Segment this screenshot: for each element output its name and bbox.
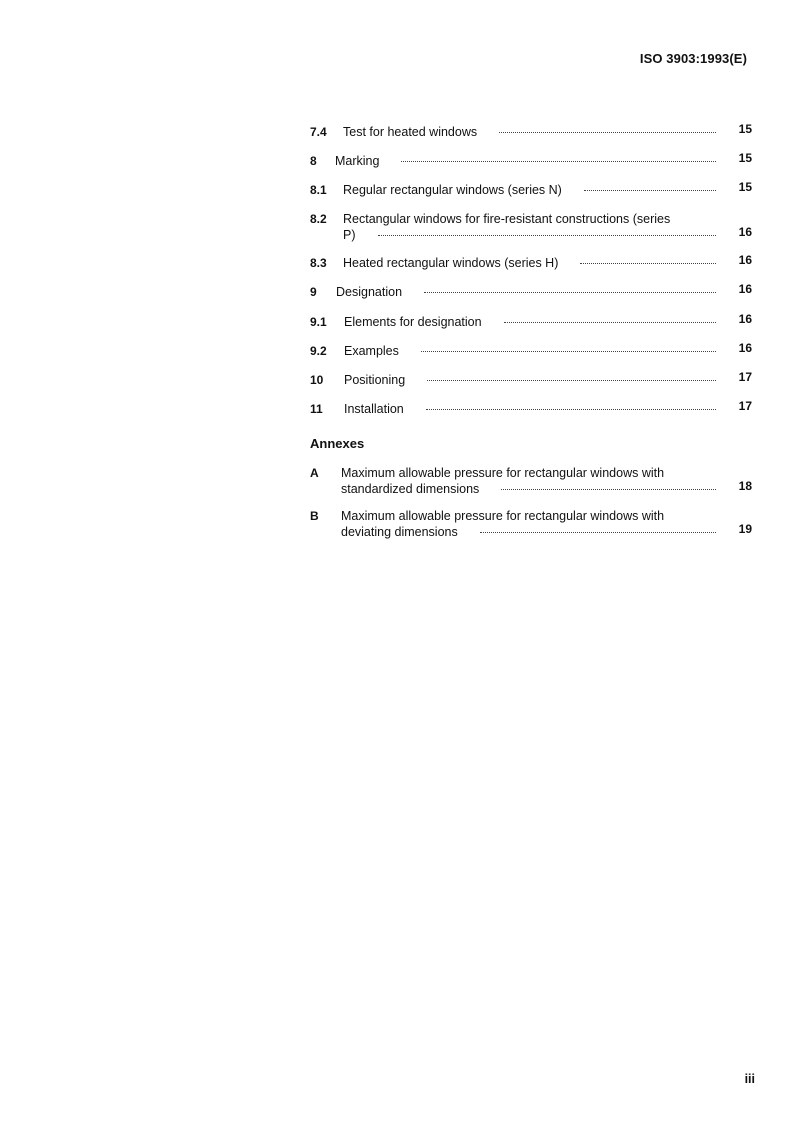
toc-page-number: 15 bbox=[738, 151, 752, 165]
toc-entry[interactable] bbox=[310, 255, 752, 271]
toc-line bbox=[310, 255, 752, 271]
toc-line bbox=[310, 284, 752, 300]
toc-dot-leader bbox=[401, 161, 716, 162]
toc-title: P) bbox=[343, 228, 356, 242]
toc-entry[interactable] bbox=[310, 124, 752, 140]
toc-page-number: 17 bbox=[738, 399, 752, 413]
toc-entry[interactable] bbox=[310, 211, 752, 243]
annex-line bbox=[310, 524, 752, 540]
toc-number: 8.1 bbox=[310, 183, 327, 197]
page-number: iii bbox=[744, 1072, 755, 1086]
toc-title: Marking bbox=[335, 154, 380, 168]
toc-number: 8.2 bbox=[310, 212, 327, 226]
toc-number: 8.3 bbox=[310, 256, 327, 270]
toc-title: Installation bbox=[344, 402, 404, 416]
toc-title: Heated rectangular windows (series H) bbox=[343, 256, 559, 270]
toc-number: 7.4 bbox=[310, 125, 327, 139]
toc-page-number: 15 bbox=[738, 122, 752, 136]
toc-page-number: 16 bbox=[738, 312, 752, 326]
toc-page-number: 15 bbox=[738, 180, 752, 194]
toc-line bbox=[310, 182, 752, 198]
annex-line bbox=[310, 508, 752, 524]
annex-number: A bbox=[310, 466, 319, 480]
toc-entry[interactable] bbox=[310, 284, 752, 300]
toc-number: 9.2 bbox=[310, 344, 327, 358]
toc-page-number: 17 bbox=[738, 370, 752, 384]
toc-line bbox=[310, 372, 752, 388]
annex-title: standardized dimensions bbox=[341, 482, 480, 496]
toc-dot-leader bbox=[504, 322, 716, 323]
toc-entry[interactable] bbox=[310, 343, 752, 359]
toc-entry[interactable] bbox=[310, 153, 752, 169]
annex-page-number: 18 bbox=[738, 479, 752, 493]
toc-line bbox=[310, 401, 752, 417]
toc-title: Elements for designation bbox=[344, 315, 482, 329]
toc-line bbox=[310, 211, 752, 227]
toc-dot-leader bbox=[584, 190, 716, 191]
annex-dot-leader bbox=[501, 489, 716, 490]
annex-title: Maximum allowable pressure for rectangular windows with bbox=[341, 509, 665, 523]
toc-dot-leader bbox=[424, 292, 716, 293]
toc-dot-leader bbox=[378, 235, 717, 236]
annex-number: B bbox=[310, 509, 319, 523]
toc-title: Examples bbox=[344, 344, 399, 358]
annex-title: deviating dimensions bbox=[341, 525, 458, 539]
toc-page-number: 16 bbox=[738, 253, 752, 267]
toc-number: 8 bbox=[310, 154, 317, 168]
toc-dot-leader bbox=[499, 132, 716, 133]
toc-page-number: 16 bbox=[738, 282, 752, 296]
toc-line bbox=[310, 227, 752, 243]
toc-title: Designation bbox=[336, 285, 403, 299]
toc-number: 11 bbox=[310, 402, 323, 416]
annex-entry[interactable] bbox=[310, 508, 752, 540]
annexes-heading: Annexes bbox=[310, 436, 365, 451]
toc-dot-leader bbox=[426, 409, 716, 410]
toc-number: 9 bbox=[310, 285, 317, 299]
toc-number: 10 bbox=[310, 373, 324, 387]
toc-dot-leader bbox=[421, 351, 716, 352]
toc-line bbox=[310, 343, 752, 359]
annex-line bbox=[310, 465, 752, 481]
toc-entry[interactable] bbox=[310, 401, 752, 417]
toc-title: Regular rectangular windows (series N) bbox=[343, 183, 562, 197]
toc-entry[interactable] bbox=[310, 314, 752, 330]
toc-entry[interactable] bbox=[310, 372, 752, 388]
toc-title: Test for heated windows bbox=[343, 125, 478, 139]
toc-page-number: 16 bbox=[738, 341, 752, 355]
annex-dot-leader bbox=[480, 532, 716, 533]
annex-line bbox=[310, 481, 752, 497]
toc-dot-leader bbox=[427, 380, 716, 381]
toc-page-number: 16 bbox=[738, 225, 752, 239]
annex-page-number: 19 bbox=[738, 522, 752, 536]
toc-entry[interactable] bbox=[310, 182, 752, 198]
toc-title: Positioning bbox=[344, 373, 406, 387]
document-id: ISO 3903:1993(E) bbox=[639, 51, 747, 66]
annex-title: Maximum allowable pressure for rectangular windows with bbox=[341, 466, 665, 480]
toc-line bbox=[310, 314, 752, 330]
toc-dot-leader bbox=[580, 263, 716, 264]
toc-title: Rectangular windows for fire-resistant constructions (series bbox=[343, 212, 671, 226]
annex-entry[interactable] bbox=[310, 465, 752, 497]
toc-number: 9.1 bbox=[310, 315, 327, 329]
toc-line bbox=[310, 153, 752, 169]
toc-line bbox=[310, 124, 752, 140]
